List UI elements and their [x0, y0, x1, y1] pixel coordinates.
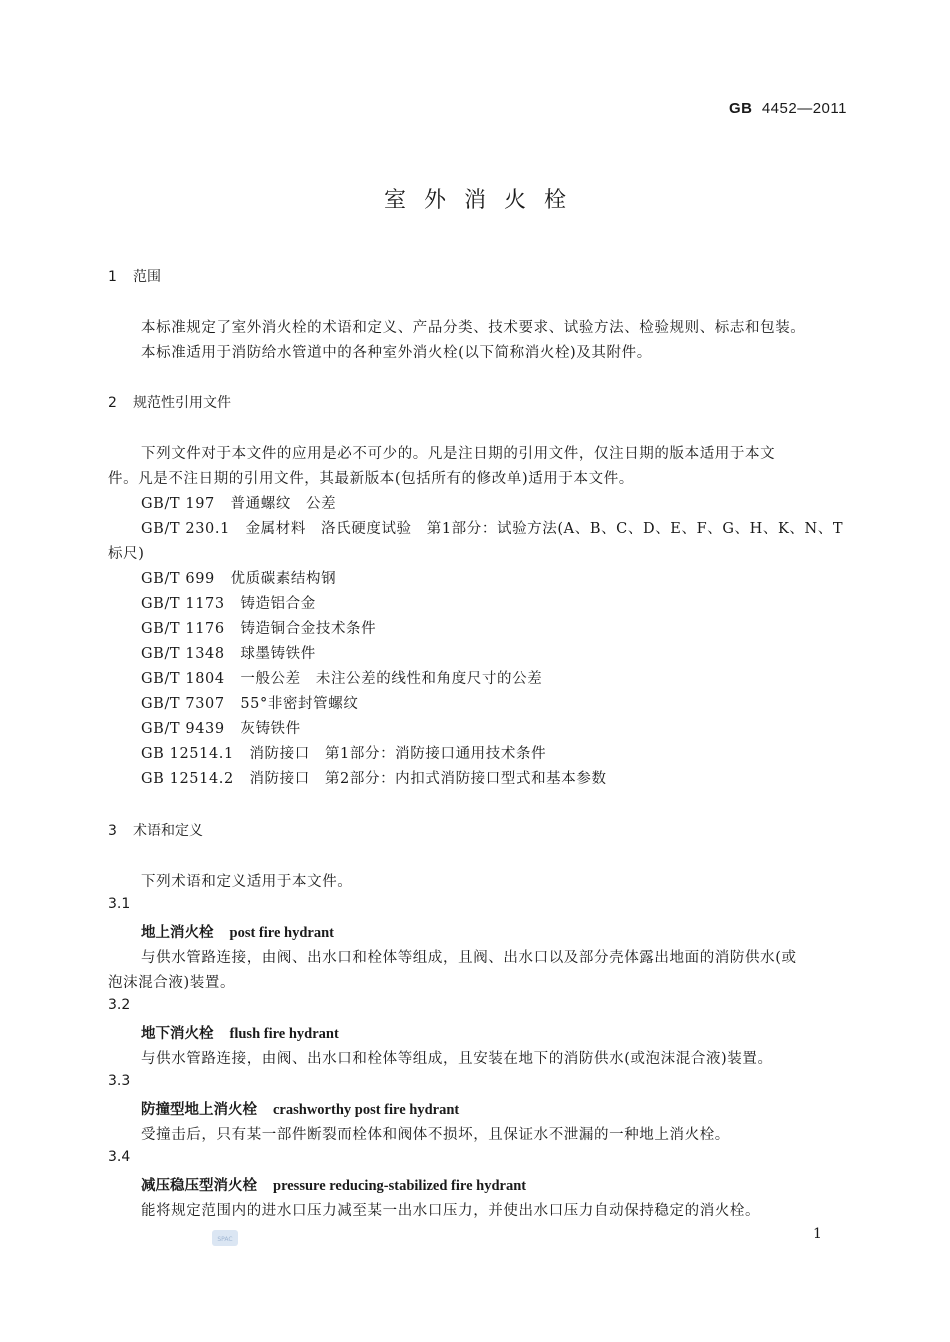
section-3-heading: [108, 820, 203, 840]
term-zh: 地上消火栓: [141, 925, 214, 941]
reference-item: [141, 617, 376, 638]
paragraph: 本标准规定了室外消火栓的术语和定义、产品分类、技术要求、试验方法、检验规则、标志和包装。: [141, 320, 806, 336]
reference-item: [141, 767, 607, 788]
reference-code: GB/T 1348: [141, 646, 225, 662]
reference-name: 消防接口 第2部分：内扣式消防接口型式和基本参数: [249, 771, 607, 787]
term-number: 3.3: [108, 1073, 131, 1089]
document-title: 室外消火栓: [383, 188, 584, 213]
term-definition: 能将规定范围内的进水口压力减至某一出水口压力，并使出水口压力自动保持稳定的消火栓。: [141, 1203, 761, 1219]
term-en: flush fire hydrant: [229, 1026, 339, 1042]
reference-code: GB/T 1176: [141, 621, 225, 637]
paragraph: 下列文件对于本文件的应用是必不可少的。凡是注日期的引用文件，仅注日期的版本适用于本文: [141, 446, 776, 462]
standard-number: [729, 100, 847, 117]
section-number: 3: [108, 823, 117, 839]
term-zh: 减压稳压型消火栓: [141, 1178, 257, 1194]
term-en: crashworthy post fire hydrant: [273, 1102, 460, 1118]
reference-item: [141, 492, 336, 513]
term-zh: 防撞型地上消火栓: [141, 1102, 257, 1118]
section-title: 范围: [133, 269, 161, 285]
term-heading: [141, 1022, 339, 1043]
reference-item: [141, 667, 542, 688]
reference-name: 55°非密封管螺纹: [240, 696, 359, 712]
reference-code: GB/T 1173: [141, 596, 225, 612]
paragraph-continuation: 件。凡是不注日期的引用文件，其最新版本(包括所有的修改单)适用于本文件。: [108, 471, 634, 487]
reference-code: GB/T 1804: [141, 671, 225, 687]
reference-name: 一般公差 未注公差的线性和角度尺寸的公差: [240, 671, 543, 687]
publisher-logo: [212, 1228, 240, 1248]
term-definition-continuation: 泡沫混合液)装置。: [108, 975, 236, 991]
reference-item: [141, 742, 546, 763]
reference-name: 优质碳素结构钢: [230, 571, 337, 587]
term-number: 3.1: [108, 896, 131, 912]
paragraph: 下列术语和定义适用于本文件。: [141, 874, 353, 890]
page-number: 1: [813, 1226, 822, 1242]
section-title: 规范性引用文件: [133, 395, 231, 411]
reference-name: 消防接口 第1部分：消防接口通用技术条件: [249, 746, 547, 762]
reference-name: 灰铸铁件: [240, 721, 301, 737]
standard-code: 4452—2011: [761, 100, 847, 117]
reference-item: [141, 642, 316, 663]
term-heading: [141, 1174, 526, 1195]
reference-code: GB 12514.2: [141, 771, 234, 787]
term-definition: 与供水管路连接，由阀、出水口和栓体等组成，且阀、出水口以及部分壳体露出地面的消防供水(或: [141, 950, 797, 966]
reference-code: GB/T 699: [141, 571, 215, 587]
term-en: post fire hydrant: [229, 925, 334, 941]
section-number: 2: [108, 395, 117, 411]
reference-name: 普通螺纹 公差: [230, 496, 337, 512]
reference-item: [141, 517, 843, 538]
reference-code: GB/T 197: [141, 496, 215, 512]
reference-name: 金属材料 洛氏硬度试验 第1部分：试验方法(A、B、C、D、E、F、G、H、K、N、T: [245, 521, 844, 537]
term-heading: [141, 1098, 459, 1119]
term-en: pressure reducing-stabilized fire hydrant: [273, 1178, 527, 1194]
reference-code: GB/T 9439: [141, 721, 225, 737]
term-zh: 地下消火栓: [141, 1026, 214, 1042]
section-title: 术语和定义: [133, 823, 203, 839]
term-number: 3.4: [108, 1149, 131, 1165]
standard-prefix: GB: [729, 100, 753, 117]
paragraph: 本标准适用于消防给水管道中的各种室外消火栓(以下简称消火栓)及其附件。: [141, 345, 652, 361]
term-definition: 受撞击后，只有某一部件断裂而栓体和阀体不损坏，且保证水不泄漏的一种地上消火栓。: [141, 1127, 730, 1143]
term-definition: 与供水管路连接，由阀、出水口和栓体等组成，且安装在地下的消防供水(或泡沫混合液)装置。: [141, 1051, 773, 1067]
term-heading: [141, 921, 334, 942]
reference-continuation: 标尺): [108, 546, 145, 562]
reference-name: 铸造铝合金: [240, 596, 316, 612]
section-number: 1: [108, 269, 117, 285]
term-number: 3.2: [108, 997, 131, 1013]
section-2-heading: [108, 392, 231, 412]
reference-item: [141, 567, 336, 588]
reference-name: 球墨铸铁件: [240, 646, 316, 662]
reference-code: GB/T 7307: [141, 696, 225, 712]
reference-name: 铸造铜合金技术条件: [240, 621, 377, 637]
reference-code: GB/T 230.1: [141, 521, 230, 537]
logo-text: SPAC: [217, 1236, 233, 1243]
reference-item: [141, 692, 358, 713]
reference-item: [141, 717, 301, 738]
section-1-heading: [108, 266, 161, 286]
reference-code: GB 12514.1: [141, 746, 234, 762]
reference-item: [141, 592, 316, 613]
